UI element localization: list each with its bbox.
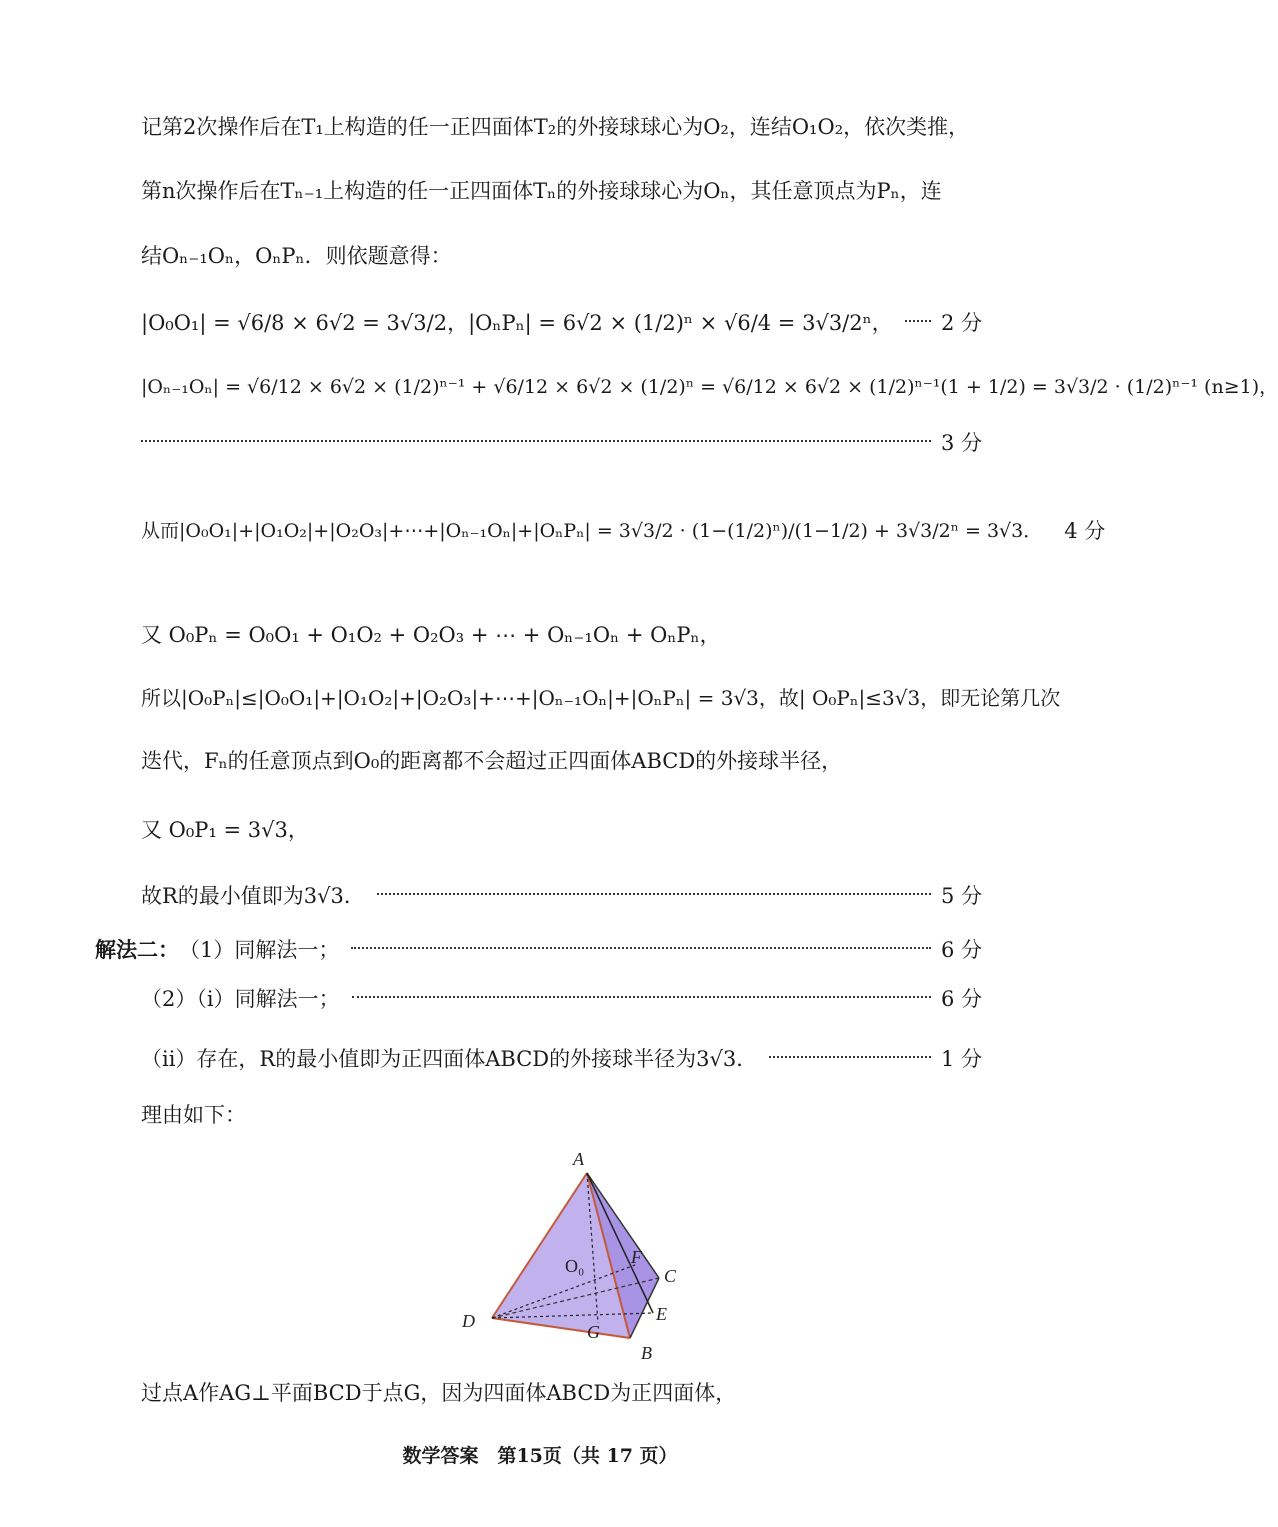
text-line-2: 第n次操作后在Tₙ₋₁上构造的任一正四面体Tₙ的外接球球心为Oₙ，其任意顶点为Pₙ，连 (141, 179, 942, 203)
text-line-17: 过点A作AG⊥平面BCD于点G，因为四面体ABCD为正四面体， (141, 1381, 737, 1405)
leader-dots (377, 892, 931, 895)
text-line-10: 迭代，Fₙ的任意顶点到O₀的距离都不会超过正四面体ABCD的外接球半径， (141, 749, 843, 773)
formula-line-4 (141, 308, 982, 338)
label-b: B (641, 1343, 652, 1363)
formula-line-5: |Oₙ₋₁Oₙ| = √6/12 × 6√2 × (1/2)ⁿ⁻¹ + √6/12 × 6√2 × (1/2)ⁿ = √6/12 × 6√2 × (1/2)ⁿ⁻¹(1 + 1/2) = 3√3/2 · (1/2)ⁿ⁻¹ (n≥1)， (141, 376, 1278, 398)
text-line-15 (141, 1044, 982, 1074)
label-g: G (587, 1322, 600, 1342)
text-line-11: 又 O₀P₁ = 3√3， (141, 818, 309, 842)
formula-line-7 (141, 516, 1106, 546)
leader-dots (352, 995, 931, 998)
label-d: D (462, 1311, 475, 1331)
same-as-method-one: （1）同解法一； (179, 938, 340, 962)
label-e: E (656, 1304, 667, 1324)
min-r-statement: 故R的最小值即为3√3． (141, 884, 365, 908)
text-line-1: 记第2次操作后在T₁上构造的任一正四面体T₂的外接球球心为O₂，连结O₁O₂，依次类推， (141, 115, 970, 139)
method-two-heading: 解法二： (95, 937, 179, 962)
score-4: 4 分 (1064, 519, 1106, 543)
score-3: 3 分 (940, 431, 982, 455)
formula-o0o1-onpn: |O₀O₁| = √6/8 × 6√2 = 3√3/2，|OₙPₙ| = 6√2 × (1/2)ⁿ × √6/4 = 3√3/2ⁿ， (141, 311, 893, 335)
text-line-13 (95, 935, 982, 965)
text-line-12 (141, 881, 982, 911)
text-line-14 (141, 984, 982, 1014)
score-6b: 6 分 (940, 987, 982, 1011)
tetrahedron-figure (455, 1145, 715, 1370)
leader-dots (141, 439, 931, 442)
score-1: 1 分 (940, 1047, 982, 1071)
score-line-3 (141, 428, 982, 458)
leader-dots (351, 946, 931, 949)
score-6a: 6 分 (940, 938, 982, 962)
leader-dots (769, 1055, 931, 1058)
text-line-16: 理由如下： (141, 1103, 246, 1127)
score-5: 5 分 (940, 884, 982, 908)
label-c: C (664, 1266, 677, 1286)
formula-sum: 从而|O₀O₁|+|O₁O₂|+|O₂O₃|+⋯+|Oₙ₋₁Oₙ|+|OₙPₙ| = 3√3/2 · (1−(1/2)ⁿ)/(1−1/2) + 3√3/2ⁿ = 3√3． (141, 520, 1043, 542)
page-footer: 数学答案 第15页（共 17 页） (402, 1445, 678, 1467)
label-o0: O₀ (565, 1256, 585, 1276)
formula-line-8: 又 O₀Pₙ = O₀O₁ + O₁O₂ + O₂O₃ + ⋯ + Oₙ₋₁Oₙ + OₙPₙ， (141, 623, 721, 647)
part-2i: （2）（i）同解法一； (141, 987, 340, 1011)
score-2: 2 分 (940, 311, 982, 335)
part-2ii: （ii）存在，R的最小值即为正四面体ABCD的外接球半径为3√3． (141, 1047, 758, 1071)
text-line-9: 所以|O₀Pₙ|≤|O₀O₁|+|O₁O₂|+|O₂O₃|+⋯+|Oₙ₋₁Oₙ|+|OₙPₙ| = 3√3，故| O₀Pₙ|≤3√3，即无论第几次 (141, 686, 1061, 710)
text-line-3: 结Oₙ₋₁Oₙ，OₙPₙ．则依题意得： (141, 244, 452, 268)
label-f: F (631, 1247, 642, 1267)
leader-dots (905, 319, 931, 322)
label-a: A (573, 1149, 584, 1169)
